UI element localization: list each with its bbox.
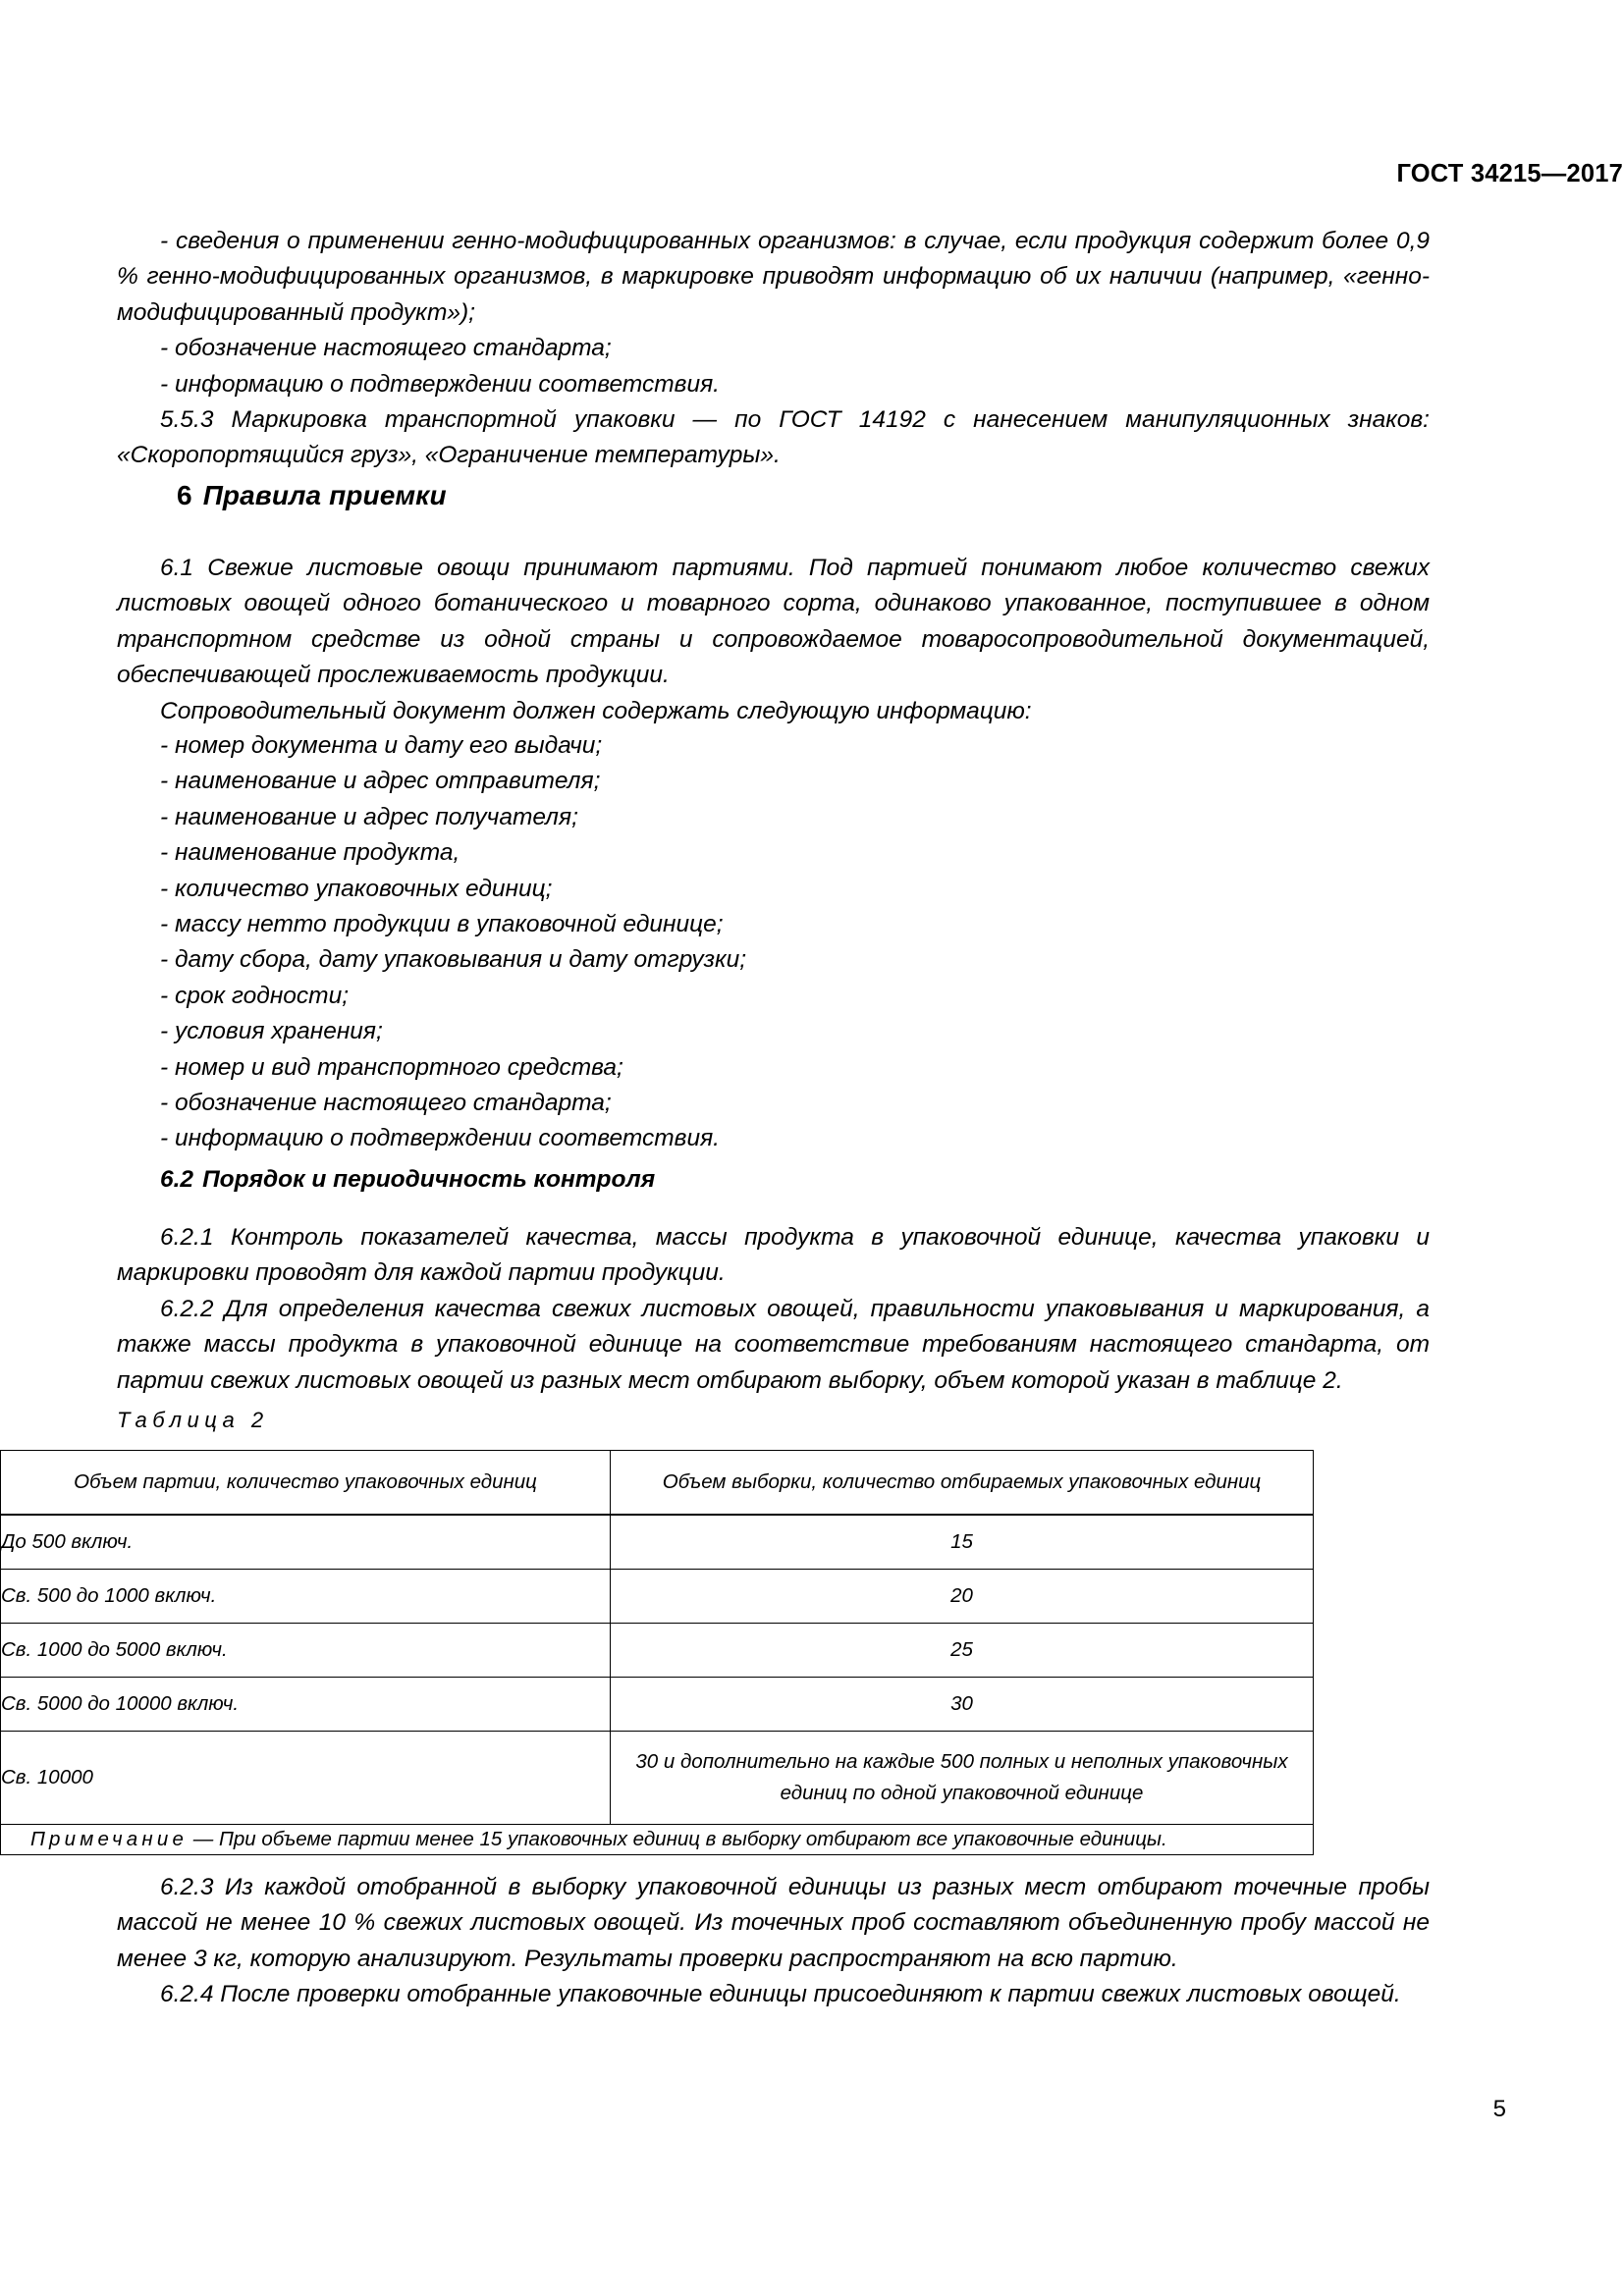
clause-6-2-heading [117,1166,655,1194]
list-item: - наименование и адрес получателя; [160,803,578,830]
table-note-row [1,1825,1314,1855]
list-item: - условия хранения; [160,1018,383,1045]
list-item: - массу нетто продукции в упаковочной единице; [160,911,724,938]
list-item: - количество упаковочных единиц; [160,875,553,902]
cell-lot-volume: До 500 включ. [1,1515,611,1570]
clause-5-5-3: 5.5.3 Маркировка транспортной упаковки — по ГОСТ 14192 с нанесением манипуляционных знаков: «Скоропортящийся груз», «Ограничение температуры». [117,406,1430,469]
clause-6-2-number: 6.2 [160,1166,194,1193]
cell-lot-volume: Св. 5000 до 10000 включ. [1,1678,611,1732]
cell-lot-volume: Св. 1000 до 5000 включ. [1,1624,611,1678]
table-row [1,1732,1314,1825]
column-header-sample-volume: Объем выборки, количество отбираемых упаковочных единиц [611,1451,1314,1516]
table-row [1,1515,1314,1570]
running-head-standard-ref: ГОСТ 34215—2017 [1396,160,1623,187]
note-label: Примечание [30,1828,189,1850]
gmo-paragraph: - сведения о применении генно-модифицированных организмов: в случае, если продукция содержит более 0,9 % генно-модифицированных организмов, в маркировке приводят информацию об их наличии (например, «генно-модифицированный продукт»); [117,228,1430,326]
clause-6-2-paragraphs [117,1220,1430,1399]
accompanying-doc-list [117,728,1430,1157]
note-text: — При объеме партии менее 15 упаковочных единиц в выборку отбирают все упаковочные единицы. [192,1828,1167,1850]
cell-sample-volume: 15 [611,1515,1314,1570]
list-item: - номер и вид транспортного средства; [160,1053,623,1081]
table-2 [0,1450,1314,1855]
list-item: - информацию о подтверждении соответствия. [160,1125,720,1152]
marking-requirements-block [117,224,1430,474]
accompanying-doc-intro: Сопроводительный документ должен содержать следующую информацию: [160,697,1032,724]
clause-6-2-1: 6.2.1 Контроль показателей качества, массы продукта в упаковочной единице, качества упаковки и маркировки проводят для каждой партии продукции. [117,1224,1430,1287]
list-item: - срок годности; [160,982,350,1009]
table-row [1,1678,1314,1732]
marking-bullet-standard: - обозначение настоящего стандарта; [160,335,612,362]
list-item: - наименование и адрес отправителя; [160,768,601,795]
clause-6-2-2: 6.2.2 Для определения качества свежих листовых овощей, правильности упаковывания и маркирования, а также массы продукта в упаковочной единице на соответствие требованиям настоящего стандарта, от партии свежих листовых овощей из разных мест отбирают выборку, объем которой указан в таблице 2. [117,1295,1430,1394]
section-6-title: Правила приемки [202,480,447,510]
list-item: - наименование продукта, [160,839,460,867]
table-row [1,1624,1314,1678]
cell-sample-volume: 30 и дополнительно на каждые 500 полных и неполных упаковочных единиц по одной упаковочной единице [611,1732,1314,1825]
table-head-row [1,1451,1314,1516]
cell-lot-volume: Св. 10000 [1,1732,611,1825]
page-number: 5 [1492,2096,1506,2122]
list-item: - обозначение настоящего стандарта; [160,1090,612,1117]
section-6-number: 6 [177,480,192,510]
clause-6-2-title: Порядок и периодичность контроля [202,1166,656,1193]
clause-6-2-tail-paragraphs [117,1870,1430,2013]
clause-6-1-block [117,551,1430,729]
section-6-heading [177,480,447,511]
table-2-note [1,1825,1314,1855]
clause-6-2-3: 6.2.3 Из каждой отобранной в выборку упаковочной единицы из разных мест отбирают точечные пробы массой не менее 10 % свежих листовых овощей. Из точечных проб составляют объединенную пробу массой не менее 3 кг, которую анализируют. Результаты проверки распространяют на всю партию. [117,1874,1430,1972]
list-item: - дату сбора, дату упаковывания и дату отгрузки; [160,946,747,974]
cell-sample-volume: 30 [611,1678,1314,1732]
clause-6-1: 6.1 Свежие листовые овощи принимают партиями. Под партией понимают любое количество свежих листовых овощей одного ботанического и товарного сорта, одинаково упакованное, поступившее в одном транспортном средстве из одной страны и сопровождаемое товаросопроводительной документацией, обеспечивающей прослеживаемость продукции. [117,555,1430,689]
cell-sample-volume: 25 [611,1624,1314,1678]
table-row [1,1570,1314,1624]
table-2-caption: Таблица 2 [117,1408,269,1432]
cell-lot-volume: Св. 500 до 1000 включ. [1,1570,611,1624]
cell-sample-volume: 20 [611,1570,1314,1624]
list-item: - номер документа и дату его выдачи; [160,732,603,759]
clause-6-2-4: 6.2.4 После проверки отобранные упаковочные единицы присоединяют к партии свежих листовых овощей. [160,1981,1401,2008]
marking-bullet-conformity: - информацию о подтверждении соответствия. [160,370,720,398]
column-header-lot-volume: Объем партии, количество упаковочных единиц [1,1451,611,1516]
